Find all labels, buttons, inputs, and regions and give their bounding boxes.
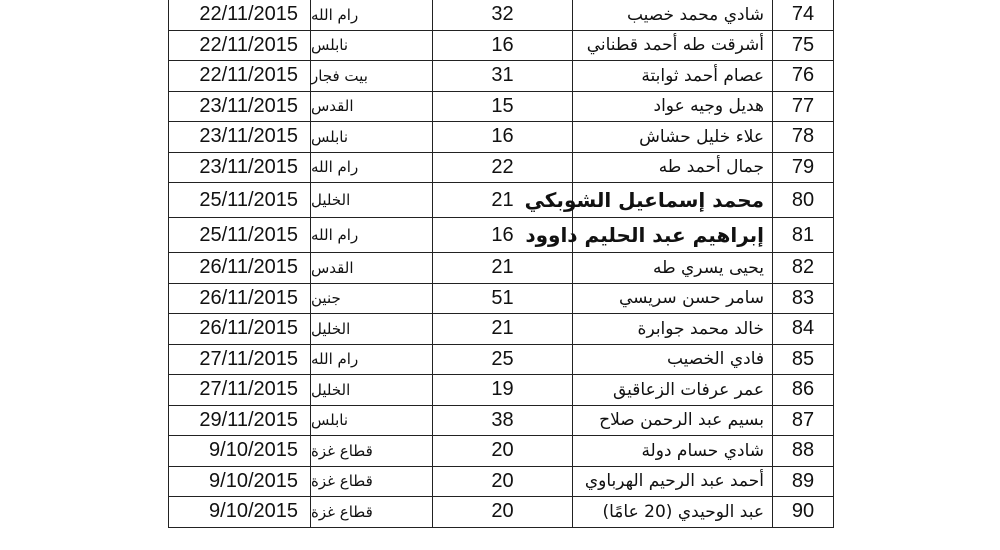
name-cell: شادي حسام دولة — [572, 436, 772, 466]
name-cell: أشرقت طه أحمد قطناني — [572, 31, 772, 61]
date-cell: 25/11/2015 — [168, 183, 310, 217]
age-cell: 20 — [432, 436, 572, 466]
row-number-cell: 82 — [772, 253, 834, 283]
city-cell: قطاع غزة — [310, 467, 432, 497]
age-cell: 16 — [432, 31, 572, 61]
city-cell: الخليل — [310, 314, 432, 344]
name-cell: عبد الوحيدي (20 عامًا) — [572, 497, 772, 527]
row-number-cell: 81 — [772, 218, 834, 252]
name-cell: شادي محمد خصيب — [572, 0, 772, 30]
city-cell: رام الله — [310, 153, 432, 183]
age-cell: 16 — [432, 122, 572, 152]
city-cell: رام الله — [310, 345, 432, 375]
city-cell: القدس — [310, 92, 432, 122]
age-cell: 19 — [432, 375, 572, 405]
table-row — [168, 31, 834, 62]
name-cell: أحمد عبد الرحيم الهرباوي — [572, 467, 772, 497]
city-cell: جنين — [310, 284, 432, 314]
row-number-cell: 86 — [772, 375, 834, 405]
name-cell: عمر عرفات الزعاقيق — [572, 375, 772, 405]
date-cell: 22/11/2015 — [168, 61, 310, 91]
age-cell: 31 — [432, 61, 572, 91]
age-cell: 38 — [432, 406, 572, 436]
date-cell: 23/11/2015 — [168, 153, 310, 183]
age-cell: 20 — [432, 497, 572, 527]
date-cell: 9/10/2015 — [168, 467, 310, 497]
city-cell: نابلس — [310, 406, 432, 436]
city-cell: بيت فجار — [310, 61, 432, 91]
table-row — [168, 183, 834, 218]
name-cell: هديل وجيه عواد — [572, 92, 772, 122]
name-cell: سامر حسن سريسي — [572, 284, 772, 314]
row-number-cell: 89 — [772, 467, 834, 497]
table-row — [168, 345, 834, 376]
row-number-cell: 83 — [772, 284, 834, 314]
name-cell: يحيى يسري طه — [572, 253, 772, 283]
age-cell: 21 — [432, 253, 572, 283]
table-row — [168, 61, 834, 92]
age-cell: 16 — [432, 218, 572, 252]
city-cell: نابلس — [310, 31, 432, 61]
city-cell: نابلس — [310, 122, 432, 152]
date-cell: 29/11/2015 — [168, 406, 310, 436]
name-cell: جمال أحمد طه — [572, 153, 772, 183]
date-cell: 26/11/2015 — [168, 284, 310, 314]
date-cell: 23/11/2015 — [168, 122, 310, 152]
row-number-cell: 76 — [772, 61, 834, 91]
row-number-cell: 87 — [772, 406, 834, 436]
row-number-cell: 75 — [772, 31, 834, 61]
table-row — [168, 218, 834, 253]
row-number-cell: 88 — [772, 436, 834, 466]
table-row — [168, 375, 834, 406]
date-cell: 9/10/2015 — [168, 497, 310, 527]
date-cell: 27/11/2015 — [168, 375, 310, 405]
table-row — [168, 314, 834, 345]
age-cell: 15 — [432, 92, 572, 122]
date-cell: 22/11/2015 — [168, 0, 310, 30]
date-cell: 26/11/2015 — [168, 253, 310, 283]
date-cell: 27/11/2015 — [168, 345, 310, 375]
age-cell: 21 — [432, 183, 572, 217]
row-number-cell: 90 — [772, 497, 834, 527]
name-cell: خالد محمد جوابرة — [572, 314, 772, 344]
name-cell: عصام أحمد ثوابتة — [572, 61, 772, 91]
name-cell: محمد إسماعيل الشوبكي — [572, 183, 772, 217]
table-row — [168, 497, 834, 528]
table-row — [168, 436, 834, 467]
age-cell: 21 — [432, 314, 572, 344]
date-cell: 22/11/2015 — [168, 31, 310, 61]
age-cell: 25 — [432, 345, 572, 375]
city-cell: القدس — [310, 253, 432, 283]
name-cell: فادي الخصيب — [572, 345, 772, 375]
table-row — [168, 0, 834, 31]
date-cell: 23/11/2015 — [168, 92, 310, 122]
table-row — [168, 284, 834, 315]
date-cell: 9/10/2015 — [168, 436, 310, 466]
row-number-cell: 77 — [772, 92, 834, 122]
name-cell: بسيم عبد الرحمن صلاح — [572, 406, 772, 436]
table-row — [168, 153, 834, 184]
table-row — [168, 467, 834, 498]
date-cell: 25/11/2015 — [168, 218, 310, 252]
city-cell: قطاع غزة — [310, 497, 432, 527]
casualties-table — [168, 0, 834, 528]
city-cell: قطاع غزة — [310, 436, 432, 466]
table-row — [168, 406, 834, 437]
row-number-cell: 85 — [772, 345, 834, 375]
row-number-cell: 78 — [772, 122, 834, 152]
table-row — [168, 122, 834, 153]
city-cell: الخليل — [310, 183, 432, 217]
table-row — [168, 253, 834, 284]
age-cell: 20 — [432, 467, 572, 497]
row-number-cell: 84 — [772, 314, 834, 344]
row-number-cell: 80 — [772, 183, 834, 217]
table-row — [168, 92, 834, 123]
age-cell: 32 — [432, 0, 572, 30]
age-cell: 51 — [432, 284, 572, 314]
city-cell: رام الله — [310, 218, 432, 252]
city-cell: رام الله — [310, 0, 432, 30]
date-cell: 26/11/2015 — [168, 314, 310, 344]
row-number-cell: 79 — [772, 153, 834, 183]
name-cell: إبراهيم عبد الحليم داوود — [572, 218, 772, 252]
city-cell: الخليل — [310, 375, 432, 405]
row-number-cell: 74 — [772, 0, 834, 30]
age-cell: 22 — [432, 153, 572, 183]
name-cell: علاء خليل حشاش — [572, 122, 772, 152]
